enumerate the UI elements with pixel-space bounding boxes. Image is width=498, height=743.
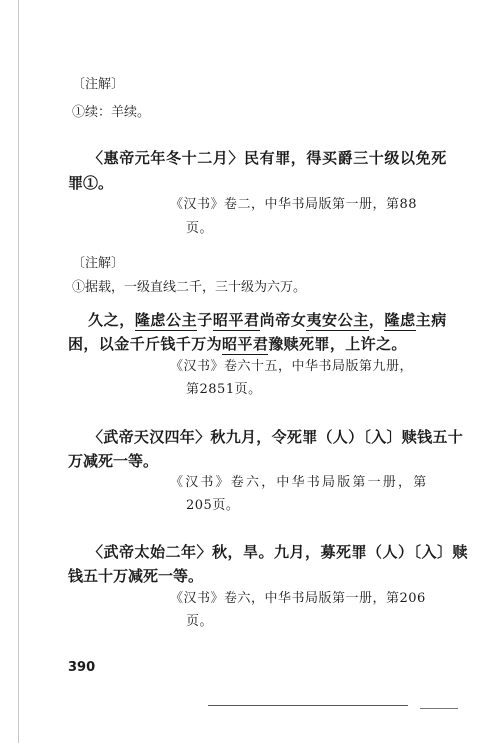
proper-name-underlined: 昭平君	[222, 335, 269, 353]
entry2-text: 子	[197, 311, 213, 329]
note-item-2: ①据载，一级直线二千，三十级为六万。	[72, 280, 307, 295]
entry2-text: 豫赎死罪，上许之。	[268, 335, 407, 353]
note-item-1: ①续：羊续。	[72, 105, 151, 120]
bottom-rule	[208, 705, 408, 706]
entry2-citation-line2: 第2851页。	[186, 382, 262, 397]
entry1-citation-line1: 《汉书》卷二，中华书局版第一册，第88	[170, 197, 418, 212]
note-heading-2: 〔注解〕	[72, 256, 125, 271]
entry2-text: 久之，	[88, 311, 135, 329]
proper-name-underlined: 夷安公主	[306, 311, 369, 329]
note-heading-1: 〔注解〕	[72, 77, 125, 92]
page-number: 390	[68, 660, 96, 675]
entry4-citation-line2: 页。	[186, 614, 214, 629]
entry4-line1: 〈武帝太始二年〉秋，旱。九月，募死罪（人）〔入〕赎	[88, 543, 469, 561]
entry1-line2: 罪①。	[68, 174, 114, 192]
entry2-text: 尚帝女	[259, 311, 307, 329]
entry3-citation-line2: 205页。	[186, 498, 240, 513]
entry2-text: 主病	[415, 311, 447, 329]
entry2-line1	[88, 313, 447, 328]
entry2-line2	[68, 337, 407, 352]
entry2-text: 困，以金千斤钱千万为	[68, 335, 223, 353]
entry3-line2: 万减死一等。	[68, 452, 159, 470]
entry4-citation-line1: 《汉书》卷六，中华书局版第一册，第206	[170, 591, 426, 606]
proper-name-underlined: 隆虑	[384, 311, 416, 329]
entry3-citation-line1: 《汉书》卷六，中华书局版第一册，第	[170, 475, 429, 490]
entry2-text: ，	[368, 311, 385, 329]
bottom-rule-short	[420, 708, 458, 709]
entry3-line1: 〈武帝天汉四年〉秋九月，令死罪（人）〔入〕赎钱五十	[88, 428, 464, 446]
entry1-line1: 〈惠帝元年冬十二月〉民有罪，得买爵三十级以免死	[88, 149, 447, 167]
entry4-line2: 钱五十万减死一等。	[68, 567, 204, 585]
entry1-citation-line2: 页。	[186, 221, 214, 236]
binding-edge	[18, 0, 19, 743]
proper-name-underlined: 昭平君	[212, 311, 260, 329]
proper-name-underlined: 隆虑公主	[134, 311, 198, 329]
entry2-citation-line1: 《汉书》卷六十五，中华书局版第九册，	[170, 359, 414, 374]
